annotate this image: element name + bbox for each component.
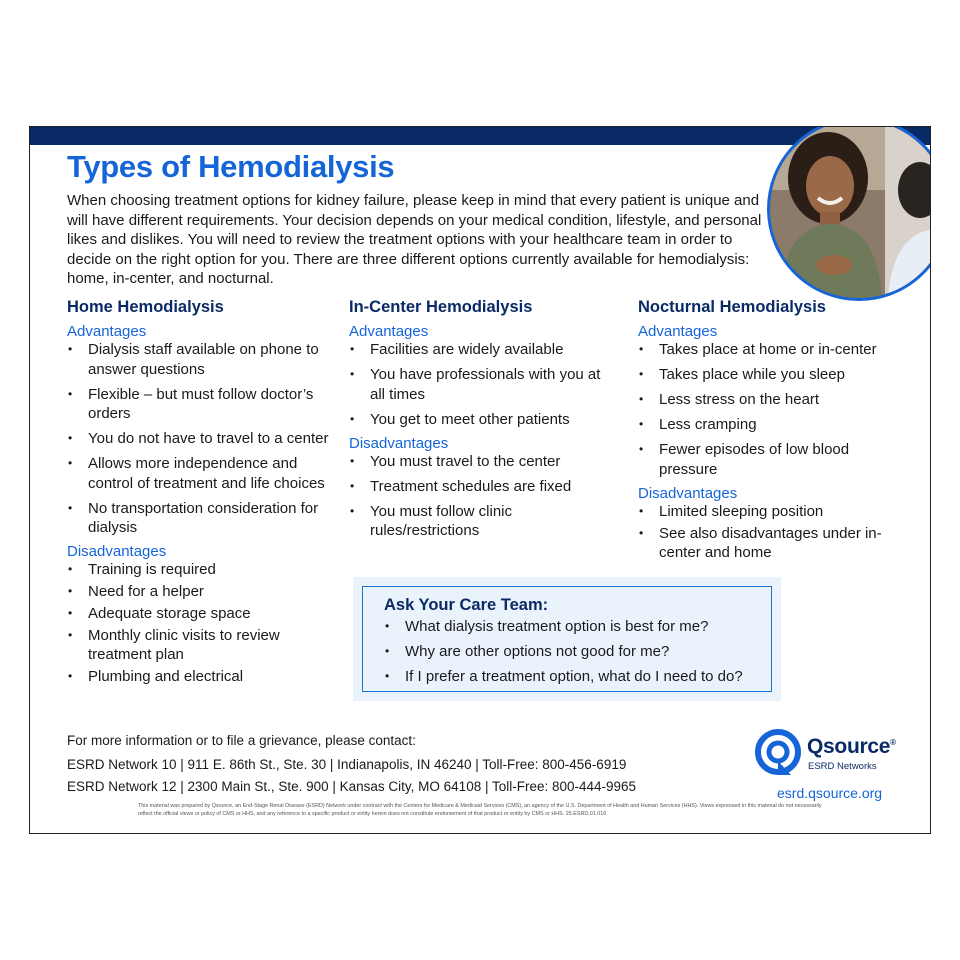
list-item bbox=[349, 340, 614, 360]
nocturnal-disadvantages-list bbox=[638, 502, 888, 562]
list-item-text: Takes place at home or in-center bbox=[659, 341, 877, 358]
nocturnal-disadvantages-label: Disadvantages bbox=[638, 484, 738, 502]
list-item-text: See also disadvantages under in-center and home bbox=[659, 524, 882, 561]
bullet-icon: • bbox=[68, 628, 73, 642]
list-item-text: You get to meet other patients bbox=[370, 410, 570, 428]
bullet-icon: • bbox=[385, 619, 390, 633]
list-item-text: Treatment schedules are fixed bbox=[370, 477, 572, 495]
list-item bbox=[67, 385, 337, 424]
list-item bbox=[349, 502, 614, 541]
list-item bbox=[638, 440, 888, 479]
bullet-icon: • bbox=[385, 644, 390, 658]
bullet-icon: • bbox=[350, 503, 355, 518]
contact-info bbox=[67, 733, 687, 802]
list-item bbox=[67, 604, 337, 623]
bullet-icon: • bbox=[385, 669, 390, 683]
list-item bbox=[638, 390, 888, 410]
home-heading: Home Hemodialysis bbox=[67, 298, 224, 316]
bullet-icon: • bbox=[350, 411, 355, 426]
home-hemodialysis-column bbox=[67, 298, 337, 691]
list-item-text: Adequate storage space bbox=[88, 605, 251, 622]
in-center-disadvantages-list bbox=[349, 452, 614, 541]
logo-subtitle: ESRD Networks bbox=[808, 761, 877, 772]
patient-photo bbox=[767, 126, 931, 301]
list-item bbox=[638, 524, 888, 562]
bullet-icon: • bbox=[68, 562, 73, 576]
bullet-icon: • bbox=[639, 342, 644, 356]
bullet-icon: • bbox=[639, 417, 644, 431]
photo-illustration bbox=[770, 126, 931, 298]
logo-trademark: ® bbox=[890, 738, 896, 747]
home-disadvantages-label: Disadvantages bbox=[67, 543, 167, 560]
list-item-text: Dialysis staff available on phone to answer questions bbox=[88, 341, 319, 378]
list-item-text: You must follow clinic rules/restrictions bbox=[370, 502, 513, 539]
bullet-icon: • bbox=[68, 606, 73, 620]
list-item-text: Less stress on the heart bbox=[659, 391, 820, 408]
ask-care-team-list bbox=[384, 617, 771, 687]
bullet-icon: • bbox=[350, 478, 355, 493]
list-item bbox=[349, 477, 614, 497]
list-item bbox=[67, 667, 337, 686]
list-item bbox=[384, 667, 771, 687]
nocturnal-advantages-label: Advantages bbox=[638, 323, 718, 340]
in-center-hemodialysis-column bbox=[349, 298, 614, 546]
list-item bbox=[349, 365, 614, 404]
list-item bbox=[638, 415, 888, 435]
qsource-logo-icon bbox=[755, 729, 803, 779]
list-item bbox=[384, 617, 771, 637]
logo-brand bbox=[807, 735, 896, 759]
list-item bbox=[349, 452, 614, 472]
list-item bbox=[67, 582, 337, 601]
bullet-icon: • bbox=[639, 442, 644, 456]
bullet-icon: • bbox=[68, 342, 73, 356]
ask-care-team-title: Ask Your Care Team: bbox=[384, 596, 549, 614]
ask-care-team-frame bbox=[362, 586, 772, 692]
list-item bbox=[67, 340, 337, 379]
list-item bbox=[638, 502, 888, 521]
list-item bbox=[67, 626, 337, 664]
bullet-icon: • bbox=[68, 431, 73, 445]
intro-paragraph: When choosing treatment options for kidney failure, please keep in mind that every patient is unique and will have different requirements. Your decision depends on your medical condition, lifestyle, and personal likes and dislikes. You will need to review the treatment options with your healthcare team in order to decide on the right option for you. There are three different options currently available for hemodialysis: home, in-center, and nocturnal. bbox=[67, 192, 762, 287]
bullet-icon: • bbox=[68, 584, 73, 598]
list-item-text: If I prefer a treatment option, what do I need to do? bbox=[405, 668, 743, 685]
list-item-text: Allows more independence and control of treatment and life choices bbox=[88, 455, 325, 492]
list-item bbox=[67, 560, 337, 579]
list-item bbox=[638, 340, 888, 360]
nocturnal-advantages-list bbox=[638, 340, 888, 479]
bullet-icon: • bbox=[350, 453, 355, 468]
home-advantages-list bbox=[67, 340, 337, 538]
list-item-text: What dialysis treatment option is best for me? bbox=[405, 618, 709, 635]
qsource-logo bbox=[755, 727, 905, 783]
list-item bbox=[638, 365, 888, 385]
list-item-text: Limited sleeping position bbox=[659, 502, 824, 520]
contact-network-12: ESRD Network 12 | 2300 Main St., Ste. 900 | Kansas City, MO 64108 | Toll-Free: 800-444-9965 bbox=[67, 779, 637, 794]
list-item-text: You must travel to the center bbox=[370, 452, 561, 470]
bullet-icon: • bbox=[639, 525, 644, 540]
bullet-icon: • bbox=[639, 503, 644, 518]
list-item-text: Training is required bbox=[88, 561, 216, 578]
list-item-text: Facilities are widely available bbox=[370, 341, 564, 358]
list-item-text: Less cramping bbox=[659, 416, 757, 433]
website-link[interactable]: esrd.qsource.org bbox=[777, 785, 883, 801]
ask-care-team-box bbox=[353, 577, 781, 701]
in-center-advantages-label: Advantages bbox=[349, 323, 429, 340]
in-center-advantages-list bbox=[349, 340, 614, 429]
list-item-text: You do not have to travel to a center bbox=[88, 430, 329, 447]
list-item-text: Fewer episodes of low blood pressure bbox=[659, 441, 850, 478]
list-item bbox=[349, 410, 614, 430]
in-center-heading: In-Center Hemodialysis bbox=[349, 298, 533, 316]
bullet-icon: • bbox=[639, 367, 644, 381]
contact-network-10: ESRD Network 10 | 911 E. 86th St., Ste. 30 | Indianapolis, IN 46240 | Toll-Free: 800-456-6919 bbox=[67, 756, 627, 772]
list-item bbox=[67, 454, 337, 493]
bullet-icon: • bbox=[68, 500, 73, 515]
bullet-icon: • bbox=[68, 386, 73, 401]
bullet-icon: • bbox=[68, 669, 73, 683]
list-item-text: Need for a helper bbox=[88, 583, 204, 600]
list-item bbox=[67, 499, 337, 538]
home-advantages-label: Advantages bbox=[67, 323, 147, 340]
disclaimer: This material was prepared by Qsource, an End-Stage Renal Disease (ESRD) Network under contract with the Centers for Medicare & Medicaid Services (CMS), an agency of the U.S. Department of Health and Human Services (HHS). Views expressed in this material do not necessarily reflect the official views or policy of CMS or HHS, and any reference to a specific product or entity herein does not constitute endorsement of that product or entity by CMS or HHS. 25.ESRD.01.016 bbox=[138, 803, 822, 817]
bullet-icon: • bbox=[350, 342, 355, 356]
logo-brand-text: Qsource bbox=[807, 735, 891, 758]
nocturnal-heading: Nocturnal Hemodialysis bbox=[638, 298, 826, 316]
list-item bbox=[384, 642, 771, 662]
in-center-disadvantages-label: Disadvantages bbox=[349, 434, 449, 452]
home-disadvantages-list bbox=[67, 560, 337, 686]
contact-intro: For more information or to file a grievance, please contact: bbox=[67, 733, 416, 748]
list-item-text: Takes place while you sleep bbox=[659, 366, 845, 383]
bullet-icon: • bbox=[350, 367, 355, 381]
nocturnal-hemodialysis-column bbox=[638, 298, 888, 567]
list-item-text: Monthly clinic visits to review treatment plan bbox=[88, 627, 280, 663]
flyer bbox=[29, 126, 931, 834]
list-item-text: Plumbing and electrical bbox=[88, 668, 244, 685]
list-item-text: Why are other options not good for me? bbox=[405, 643, 670, 660]
list-item-text: You have professionals with you at all times bbox=[370, 366, 601, 403]
page-title: Types of Hemodialysis bbox=[67, 149, 395, 184]
list-item-text: No transportation consideration for dialysis bbox=[88, 499, 319, 536]
bullet-icon: • bbox=[639, 392, 644, 406]
list-item-text: Flexible – but must follow doctor’s orders bbox=[88, 385, 314, 422]
list-item bbox=[67, 429, 337, 449]
bullet-icon: • bbox=[68, 456, 73, 470]
